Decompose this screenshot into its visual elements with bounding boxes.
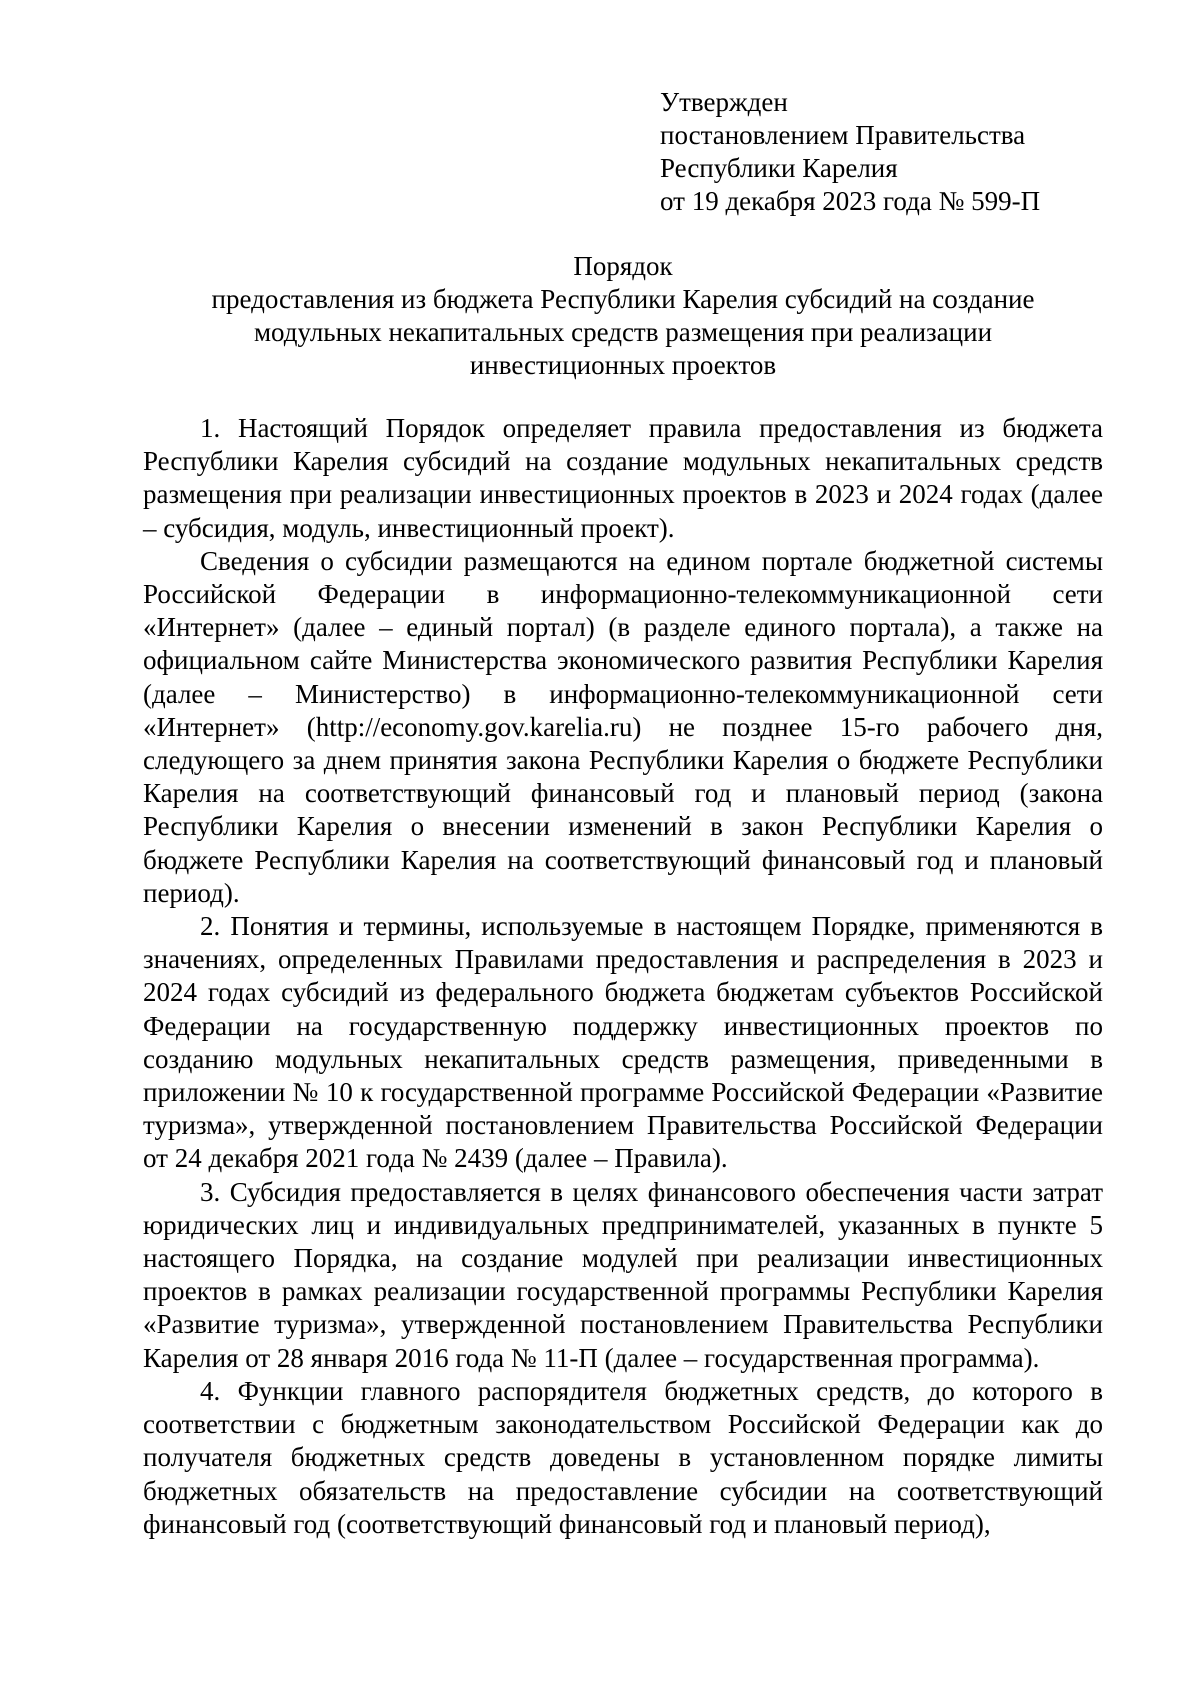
approval-date-line: от 19 декабря 2023 года № 599-П <box>660 186 1041 216</box>
paragraph-5: 4. Функции главного распорядителя бюджетных средств, до которого в соответствии с бюджетным законодательством Российской Федерации как до получателя бюджетных средств доведены в установленном порядке лимиты бюджетных обязательств на предоставление субсидии на соответствующий финансовый год (соответствующий финансовый год и плановый период), <box>143 1375 1103 1539</box>
paragraph-3: 2. Понятия и термины, используемые в настоящем Порядке, применяются в значениях, определенных Правилами предоставления и распределения в 2023 и 2024 годах субсидий из федерального бюджета бюджетам субъектов Российской Федерации на государственную поддержку инвестиционных проектов по созданию модульных некапитальных средств размещения, приведенными в приложении № 10 к государственной программе Российской Федерации «Развитие туризма», утвержденной постановлением Правительства Российской Федерации от 24 декабря 2021 года № 2439 (далее – Правила). <box>143 911 1103 1174</box>
document-title <box>143 250 1103 382</box>
paragraph-1: 1. Настоящий Порядок определяет правила предоставления из бюджета Республики Карелия субсидий на создание модульных некапитальных средств размещения при реализации инвестиционных проектов в 2023 и 2024 годах (далее – субсидия, модуль, инвестиционный проект). <box>143 413 1103 543</box>
approval-stamp <box>660 86 1040 218</box>
title-heading: Порядок <box>573 251 673 281</box>
title-line: инвестиционных проектов <box>469 350 777 380</box>
approval-line: Утвержден <box>660 87 788 117</box>
title-line: модульных некапитальных средств размещения при реализации <box>253 317 993 347</box>
document-body <box>143 412 1103 1541</box>
approval-line: Республики Карелия <box>660 153 898 183</box>
paragraph-4: 3. Субсидия предоставляется в целях финансового обеспечения части затрат юридических лиц и индивидуальных предпринимателей, указанных в пункте 5 настоящего Порядка, на создание модулей при реализации инвестиционных проектов в рамках реализации государственной программы Республики Карелия «Развитие туризма», утвержденной постановлением Правительства Республики Карелия от 28 января 2016 года № 11-П (далее – государственная программа). <box>143 1176 1103 1373</box>
approval-line: постановлением Правительства <box>660 120 1026 150</box>
paragraph-2: Сведения о субсидии размещаются на едином портале бюджетной системы Российской Федерации в информационно-телекоммуникационной сети «Интернет» (далее – единый портал) (в разделе единого портала), а также на официальном сайте Министерства экономического развития Республики Карелия (далее – Министерство) в информационно-телекоммуникационной сети «Интернет» (http://economy.gov.karelia.ru) не позднее 15-го рабочего дня, следующего за днем принятия закона Республики Карелия о бюджете Республики Карелия на соответствующий финансовый год и плановый период (закона Республики Карелия о внесении изменений в закон Республики Карелия о бюджете Республики Карелия на соответствующий финансовый год и плановый период). <box>143 545 1103 908</box>
title-line: предоставления из бюджета Республики Карелия субсидий на создание <box>211 284 1035 314</box>
